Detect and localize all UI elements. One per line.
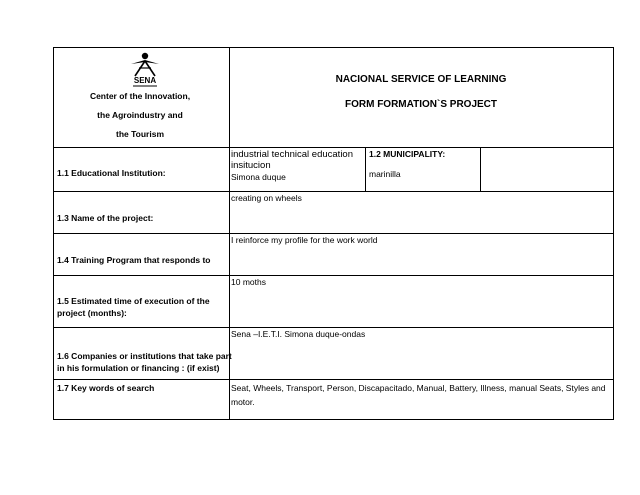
institution-value-line1: industrial technical education xyxy=(231,149,353,160)
execution-time-value: 10 moths xyxy=(231,277,266,287)
institution-value-line2: insitucion xyxy=(231,160,271,171)
sena-logo xyxy=(125,52,165,90)
keywords-value-line1: Seat, Wheels, Transport, Person, Discapacitado, Manual, Battery, Illness, manual Seats, Styles and xyxy=(231,383,606,393)
org-line: the Tourism xyxy=(115,129,164,139)
org-line: Center of the Innovation, xyxy=(89,91,191,101)
keywords-value-line2: motor. xyxy=(231,397,255,407)
project-name-value: creating on wheels xyxy=(231,193,302,203)
form-subtitle: FORM FORMATION`S PROJECT xyxy=(344,99,498,110)
training-program-value: I reinforce my profile for the work world xyxy=(231,235,378,245)
institution-label: 1.1 Educational Institution: xyxy=(57,168,166,178)
training-program-label: 1.4 Training Program that responds to xyxy=(57,255,211,265)
companies-label-line1: 1.6 Companies or institutions that take part xyxy=(57,351,232,361)
municipality-value: marinilla xyxy=(369,169,401,179)
column-divider xyxy=(480,147,481,191)
row-divider xyxy=(54,379,613,380)
municipality-label: 1.2 MUNICIPALITY: xyxy=(369,149,446,159)
keywords-label: 1.7 Key words of search xyxy=(57,383,155,393)
companies-label-line2: in his formulation or financing : (if exist) xyxy=(57,363,220,373)
companies-value: Sena –I.E.T.I. Simona duque-ondas xyxy=(231,329,366,339)
row-divider xyxy=(54,233,613,234)
row-divider xyxy=(54,275,613,276)
column-divider xyxy=(365,147,366,191)
execution-time-label-line2: project (months): xyxy=(57,308,127,318)
form-title: NACIONAL SERVICE OF LEARNING xyxy=(335,74,507,85)
row-divider xyxy=(54,191,613,192)
project-name-label: 1.3 Name of the project: xyxy=(57,213,154,223)
org-line: the Agroindustry and xyxy=(97,110,183,120)
row-divider xyxy=(54,147,613,148)
institution-value-line3: Simona duque xyxy=(231,172,286,182)
row-divider xyxy=(54,327,613,328)
svg-text:SENA: SENA xyxy=(133,76,157,85)
execution-time-label-line1: 1.5 Estimated time of execution of the xyxy=(57,296,210,306)
